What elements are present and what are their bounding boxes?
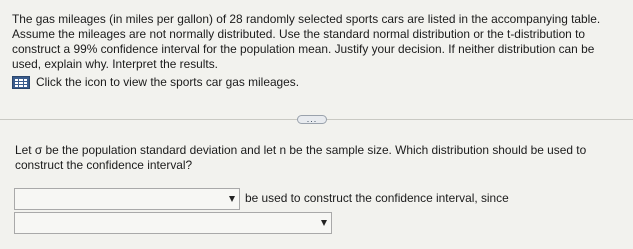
data-link-label: Click the icon to view the sports car gas mileages. [36,75,300,89]
reason-select[interactable] [14,212,332,234]
question-text: Let σ be the population standard deviation and let n be the sample size. Which distribution should be used to construct the confidence interval? [15,143,587,172]
expand-more-button[interactable]: ... [297,115,327,124]
dropdown-arrow-icon [229,196,235,202]
dropdown-arrow-icon [321,220,327,226]
select-followup-text: be used to construct the confidence interval, since [245,191,509,205]
distribution-select[interactable] [14,188,240,210]
data-link-row [12,75,299,89]
problem-statement: The gas mileages (in miles per gallon) of 28 randomly selected sports cars are listed in the accompanying table. Assume the mileages are not normally distributed. Use the standard normal distribution or the t-distribution to construct a 99% confidence interval for the population mean. Justify your decision. If neither distribution can be used, explain why. Interpret the results. [12,12,601,71]
data-table-icon[interactable] [12,76,30,89]
